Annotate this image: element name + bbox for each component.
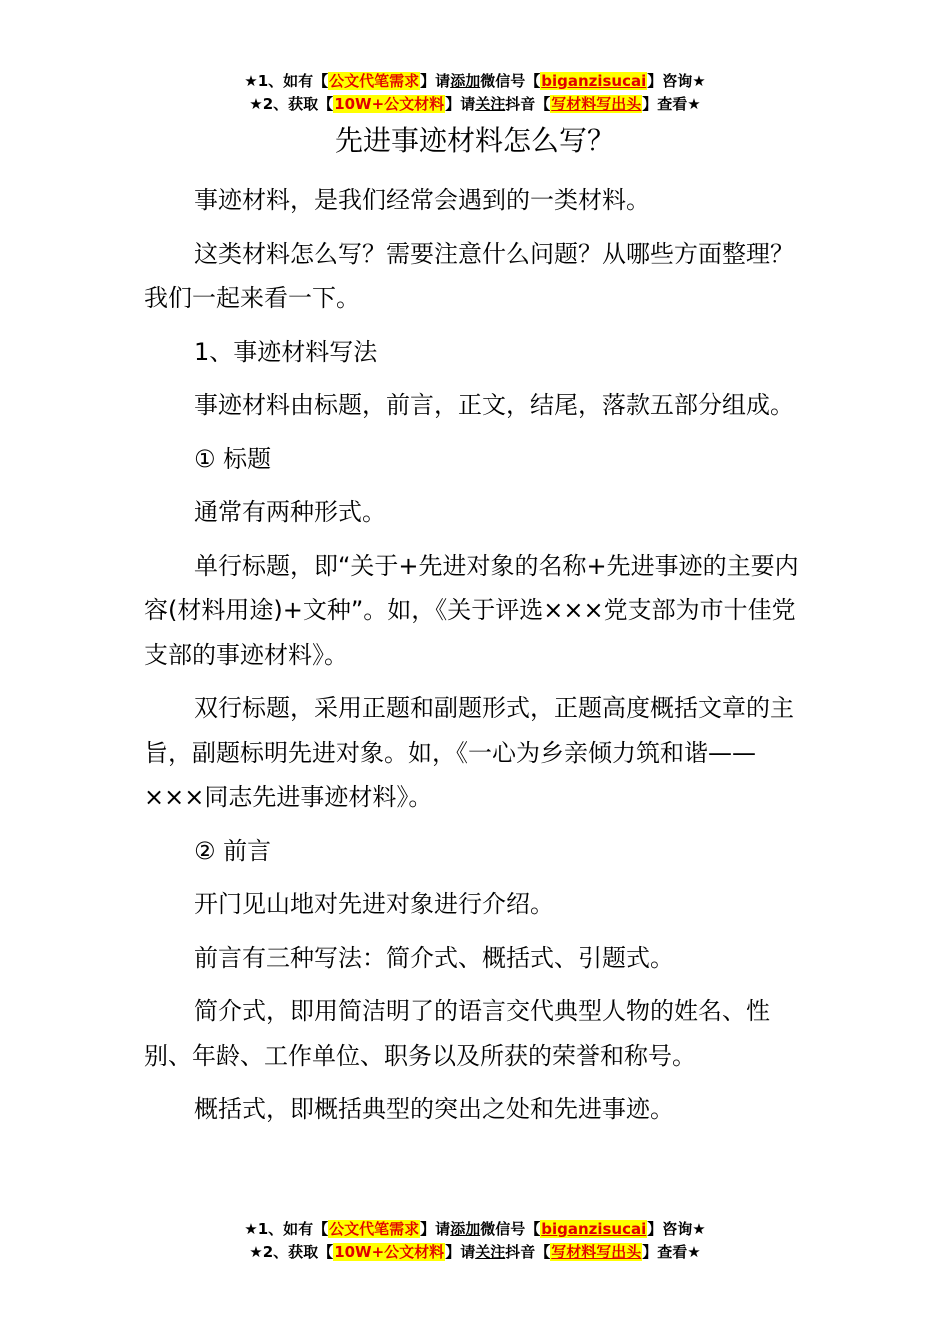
paragraph: 双行标题，采用正题和副题形式，正题高度概括文章的主旨，副题标明先进对象。如，《一心为乡亲倾力筑和谐——×××同志先进事迹材料》。: [144, 694, 794, 811]
banner-line-1: ★1、如有【公文代笔需求】请添加微信号【biganzisucai】咨询★: [244, 72, 706, 90]
highlight-douyin-account: 写材料写出头: [551, 1243, 642, 1261]
highlight-writing-service: 公文代笔需求: [329, 1220, 420, 1238]
banner-line-2: ★2、获取【10W+公文材料】请关注抖音【写材料写出头】查看★: [249, 1243, 701, 1261]
subsection-heading: ① 标题: [194, 444, 272, 473]
highlight-materials: 10W+公文材料: [334, 95, 445, 113]
header-banner: [0, 70, 950, 116]
subsection-heading: ② 前言: [194, 836, 272, 865]
footer-banner: [0, 1218, 950, 1264]
highlight-materials: 10W+公文材料: [334, 1243, 445, 1261]
section-heading: 1、事迹材料写法: [194, 337, 378, 366]
paragraph: 事迹材料由标题，前言，正文，结尾，落款五部分组成。: [194, 391, 794, 419]
paragraph: 通常有两种形式。: [194, 498, 386, 526]
banner-line-1: ★1、如有【公文代笔需求】请添加微信号【biganzisucai】咨询★: [244, 1220, 706, 1238]
paragraph: 开门见山地对先进对象进行介绍。: [194, 890, 554, 918]
highlight-wechat-id: biganzisucai: [541, 72, 647, 90]
highlight-douyin-account: 写材料写出头: [551, 95, 642, 113]
paragraph: 这类材料怎么写？需要注意什么问题？从哪些方面整理？我们一起来看一下。: [144, 239, 794, 312]
highlight-writing-service: 公文代笔需求: [329, 72, 420, 90]
paragraph: 前言有三种写法：简介式、概括式、引题式。: [194, 943, 674, 972]
paragraph: 概括式，即概括典型的突出之处和先进事迹。: [194, 1095, 674, 1123]
document-body: [144, 178, 808, 1141]
highlight-wechat-id: biganzisucai: [541, 1220, 647, 1238]
paragraph: 事迹材料，是我们经常会遇到的一类材料。: [194, 186, 650, 214]
document-title: 先进事迹材料怎么写？: [334, 124, 615, 157]
banner-line-2: ★2、获取【10W+公文材料】请关注抖音【写材料写出头】查看★: [249, 95, 701, 113]
paragraph: 简介式，即用简洁明了的语言交代典型人物的姓名、性别、年龄、工作单位、职务以及所获的荣誉和称号。: [144, 997, 770, 1070]
paragraph: 单行标题，即“关于+先进对象的名称+先进事迹的主要内容(材料用途)+文种”。如，《关于评选×××党支部为市十佳党支部的事迹材料》。: [144, 551, 799, 669]
